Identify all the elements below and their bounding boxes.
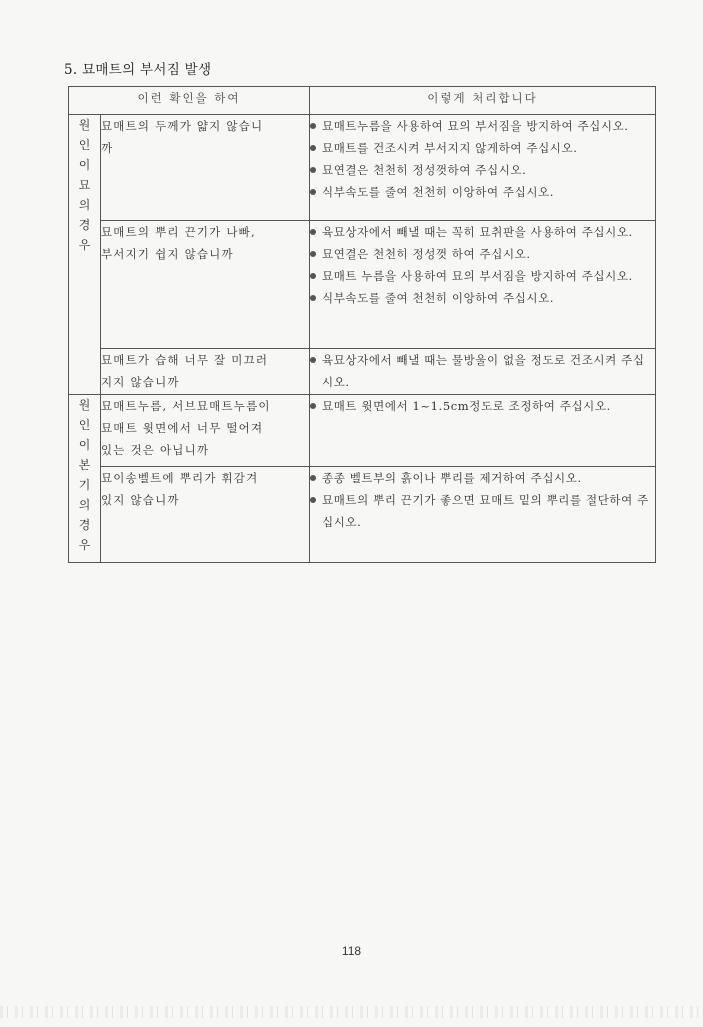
category-char: 원 bbox=[78, 398, 91, 412]
category-char: 이 bbox=[78, 438, 91, 452]
cause-text: 까 bbox=[101, 141, 114, 155]
solution-cell bbox=[310, 221, 656, 349]
cause-text: 묘매트누름, 서브묘매트누름이 bbox=[101, 399, 271, 413]
category-char: 우 bbox=[78, 238, 91, 252]
category-char: 인 bbox=[78, 138, 91, 152]
solution-item bbox=[310, 159, 655, 181]
cause-text: 묘이송벨트에 뿌리가 휘감겨 bbox=[101, 471, 259, 485]
solution-item bbox=[310, 489, 655, 533]
bullet-icon bbox=[310, 251, 316, 257]
cause-category-label bbox=[69, 395, 101, 563]
bullet-icon bbox=[310, 273, 316, 279]
cause-category-label bbox=[69, 115, 101, 395]
solution-item bbox=[310, 467, 655, 489]
category-char: 본 bbox=[78, 458, 91, 472]
cause-cell bbox=[101, 467, 310, 563]
table-row bbox=[69, 115, 656, 221]
table-row bbox=[69, 221, 656, 349]
table-row bbox=[69, 349, 656, 395]
category-char: 이 bbox=[78, 158, 91, 172]
cause-cell bbox=[101, 221, 310, 349]
category-char: 경 bbox=[78, 518, 91, 532]
solution-text: 육묘상자에서 빼낼 때는 꼭히 묘취판을 사용하여 주십시오. bbox=[322, 225, 633, 239]
cause-text: 묘매트 윗면에서 너무 떨어져 bbox=[101, 421, 264, 435]
bullet-icon bbox=[310, 497, 316, 503]
solution-text: 육묘상자에서 빼낼 때는 물방울이 없을 정도로 건조시켜 주십시오. bbox=[322, 353, 645, 389]
category-char: 원 bbox=[78, 118, 91, 132]
cause-text: 지지 않습니까 bbox=[101, 375, 180, 389]
bullet-icon bbox=[310, 189, 316, 195]
solution-cell bbox=[310, 395, 656, 467]
cause-text: 묘매트의 두께가 얇지 않습니 bbox=[101, 119, 264, 133]
solution-text: 묘매트누름을 사용하여 묘의 부서짐을 방지하여 주십시오. bbox=[322, 119, 629, 133]
cause-cell bbox=[101, 349, 310, 395]
bullet-icon bbox=[310, 357, 316, 363]
table-row bbox=[69, 395, 656, 467]
bullet-icon bbox=[310, 403, 316, 409]
bullet-icon bbox=[310, 167, 316, 173]
solution-cell bbox=[310, 115, 656, 221]
bullet-icon bbox=[310, 145, 316, 151]
solution-item bbox=[310, 181, 655, 203]
solution-text: 식부속도를 줄여 천천히 이앙하여 주십시오. bbox=[322, 185, 555, 199]
header-action: 이렇게 처리합니다 bbox=[310, 87, 656, 115]
solution-text: 식부속도를 줄여 천천히 이앙하여 주십시오. bbox=[322, 291, 555, 305]
bullet-icon bbox=[310, 475, 316, 481]
cause-text: 있지 않습니까 bbox=[101, 493, 180, 507]
solution-item bbox=[310, 349, 655, 393]
table-row bbox=[69, 467, 656, 563]
category-char: 묘 bbox=[78, 178, 91, 192]
solution-item bbox=[310, 137, 655, 159]
category-char: 의 bbox=[78, 198, 91, 212]
solution-item bbox=[310, 287, 655, 309]
header-check: 이런 확인을 하여 bbox=[69, 87, 310, 115]
category-char: 의 bbox=[78, 498, 91, 512]
cause-text: 부서지기 쉽지 않습니까 bbox=[101, 247, 234, 261]
solution-text: 묘매트를 건조시켜 부서지지 않게하여 주십시오. bbox=[322, 141, 578, 155]
solution-text: 종종 벨트부의 흙이나 뿌리를 제거하여 주십시오. bbox=[322, 471, 582, 485]
category-char: 우 bbox=[78, 538, 91, 552]
cause-cell bbox=[101, 395, 310, 467]
solution-text: 묘매트 누름을 사용하여 묘의 부서짐을 방지하여 주십시오. bbox=[322, 269, 633, 283]
solution-item bbox=[310, 395, 655, 417]
cause-text: 묘매트가 습해 너무 잘 미끄러 bbox=[101, 353, 269, 367]
category-char: 기 bbox=[78, 478, 91, 492]
solution-text: 묘매트의 뿌리 끈기가 좋으면 묘매트 밑의 뿌리를 절단하여 주십시오. bbox=[322, 493, 649, 529]
solution-item bbox=[310, 221, 655, 243]
solution-text: 묘매트 윗면에서 1~1.5cm정도로 조정하여 주십시오. bbox=[322, 399, 611, 413]
troubleshooting-table bbox=[68, 86, 656, 563]
solution-item bbox=[310, 265, 655, 287]
bullet-icon bbox=[310, 295, 316, 301]
scan-artifact bbox=[0, 1006, 703, 1018]
cause-cell bbox=[101, 115, 310, 221]
bullet-icon bbox=[310, 229, 316, 235]
cause-text: 있는 것은 아닙니까 bbox=[101, 443, 210, 457]
category-char: 경 bbox=[78, 218, 91, 232]
bullet-icon bbox=[310, 123, 316, 129]
solution-text: 묘연결은 천천히 정성껏 하여 주십시오. bbox=[322, 247, 531, 261]
solution-item bbox=[310, 115, 655, 137]
page-number: 118 bbox=[341, 944, 362, 958]
solution-item bbox=[310, 243, 655, 265]
solution-text: 묘연결은 천천히 정성껏하여 주십시오. bbox=[322, 163, 527, 177]
solution-cell bbox=[310, 467, 656, 563]
solution-cell bbox=[310, 349, 656, 395]
category-char: 인 bbox=[78, 418, 91, 432]
cause-text: 묘매트의 뿌리 끈기가 나빠, bbox=[101, 225, 256, 239]
table-header-row bbox=[69, 87, 656, 115]
section-title: 5. 묘매트의 부서짐 발생 bbox=[64, 62, 212, 78]
